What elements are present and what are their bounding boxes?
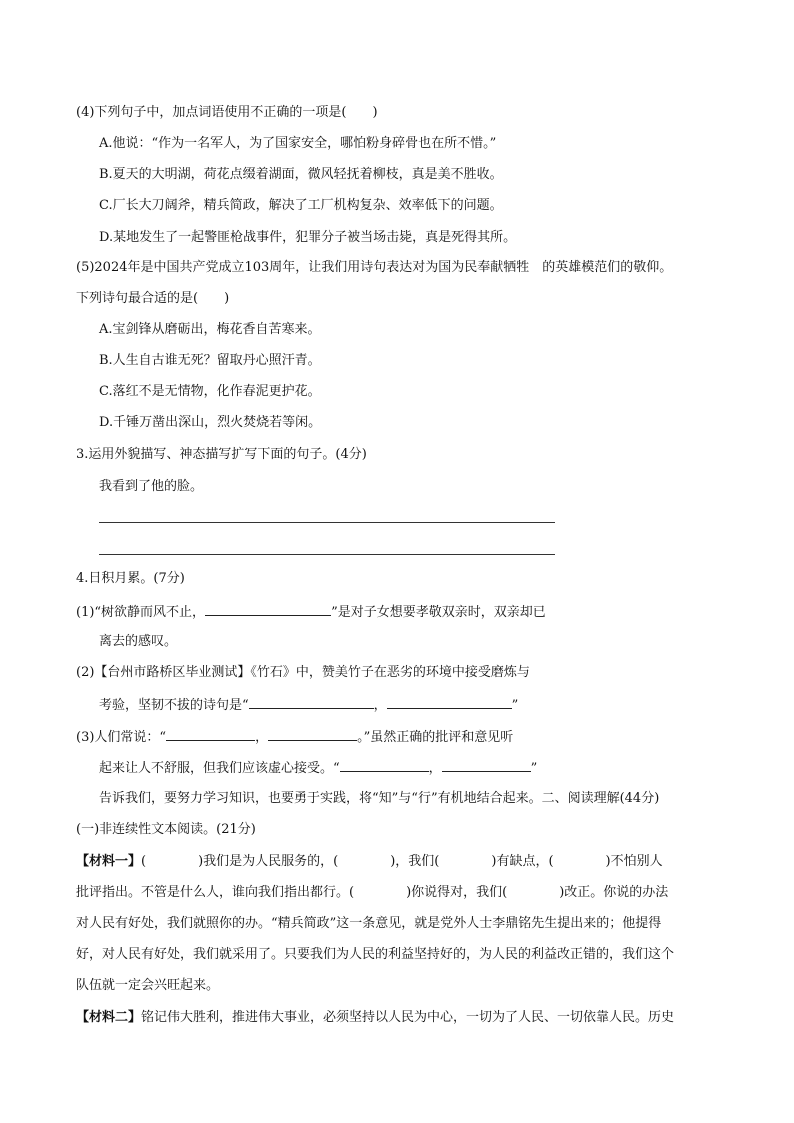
part1-text-b: ”是对子女想要孝敬双亲时，双亲却已 — [331, 605, 546, 620]
fill-blank[interactable] — [268, 726, 357, 741]
fill-blank[interactable] — [249, 694, 374, 709]
question-4-part2-line2 — [99, 694, 518, 716]
material-2-text: 铭记伟大胜利，推进伟大事业，必须坚持以人民为中心，一切为了人民、一切依靠人民。历史 — [141, 1010, 675, 1025]
question-4-option-d: D.某地发生了一起警匪枪战事件，犯罪分子被当场击毙，真是死得其所。 — [99, 230, 517, 245]
part3-sep2: ， — [428, 761, 442, 776]
question-5-option-d: D.千锤万凿出深山，烈火焚烧若等闲。 — [99, 415, 322, 430]
part3-sep: ， — [255, 730, 269, 745]
part3-text-a: (3)人们常说：“ — [76, 730, 167, 745]
fill-blank[interactable] — [166, 726, 255, 741]
question-5-option-c: C.落红不是无情物，化作春泥更护花。 — [99, 384, 321, 399]
material-1-line2: 批评指出。不管是什么人，谁向我们指出都行。( )你说得对，我们( )改正。你说的办法 — [76, 885, 669, 900]
question-4-part3 — [76, 726, 513, 748]
part1-text-a: (1)“树欲静而风不止， — [76, 605, 206, 620]
material-1-line3: 对人民有好处，我们就照你的办。“精兵简政”这一条意见，就是党外人士李鼎铭先生提出来的；他提得 — [76, 916, 662, 931]
part3-text-b: 。”虽然正确的批评和意见听 — [357, 730, 514, 745]
question-3-stem: 3.运用外貌描写、神态描写扩写下面的句子。(4分) — [76, 447, 367, 462]
question-4-option-c: C.厂长大刀阔斧，精兵简政，解决了工厂机构复杂、效率低下的问题。 — [99, 198, 503, 213]
answer-line-1[interactable] — [99, 522, 555, 523]
part2-text-b: 考验，坚韧不拔的诗句是“ — [99, 698, 249, 713]
question-4-part2: (2)【台州市路桥区毕业测试】《竹石》中，赞美竹子在恶劣的环境中接受磨炼与 — [76, 665, 530, 680]
question-4-option-b: B.夏天的大明湖，荷花点缀着湖面，微风轻抚着柳枝，真是美不胜收。 — [99, 167, 503, 182]
question-5-option-b: B.人生自古谁无死？留取丹心照汗青。 — [99, 353, 321, 368]
material-1-line4: 好，对人民有好处，我们就采用了。只要我们为人民的利益坚持好的，为人民的利益改正错的，我们这个 — [76, 947, 675, 962]
reading-section-title: (一)非连续性文本阅读。(21分) — [76, 822, 256, 837]
material-1-line5: 队伍就一定会兴旺起来。 — [76, 978, 220, 993]
part3-text-c: 起来让人不舒服，但我们应该虚心接受。“ — [99, 761, 340, 776]
question-4-part3-line3: 告诉我们，要努力学习知识，也要勇于实践，将“知”与“行”有机地结合起来。二、阅读理解(44分) — [99, 791, 660, 806]
question-3-sentence: 我看到了他的脸。 — [99, 479, 204, 494]
question-4-option-a: A.他说：“作为一名军人，为了国家安全，哪怕粉身碎骨也在所不惜。” — [99, 136, 497, 151]
fill-blank[interactable] — [340, 757, 429, 772]
part2-sep: ， — [373, 698, 387, 713]
question-5-stem-line2: 下列诗句最合适的是( ) — [76, 291, 230, 306]
material-1-text: ( )我们是为人民服务的，( )，我们( )有缺点，( )不怕别人 — [141, 854, 663, 869]
question-4-part1 — [76, 601, 546, 623]
material-2-line1 — [76, 1008, 674, 1028]
material-2-label: 【材料二】 — [76, 1010, 142, 1025]
question-4-stem: (4)下列句子中，加点词语使用不正确的一项是( ) — [76, 105, 378, 120]
question-4-heading: 4.日积月累。(7分) — [76, 571, 185, 586]
question-5-stem-line1: (5)2024年是中国共产党成立103周年，让我们用诗句表达对为国为民奉献牺牲 的英雄模范们的敬仰。 — [76, 260, 673, 275]
part2-end: ” — [511, 698, 519, 713]
fill-blank[interactable] — [442, 757, 531, 772]
question-5-option-a: A.宝剑锋从磨砺出，梅花香自苦寒来。 — [99, 322, 321, 337]
part3-end: ” — [530, 761, 538, 776]
fill-blank[interactable] — [205, 601, 331, 616]
material-1-label: 【材料一】 — [76, 854, 142, 869]
fill-blank[interactable] — [387, 694, 512, 709]
part1-text-c: 离去的感叹。 — [99, 634, 178, 649]
question-4-part3-line2 — [99, 757, 537, 779]
answer-line-2[interactable] — [99, 554, 555, 555]
material-1-line1 — [76, 852, 663, 872]
